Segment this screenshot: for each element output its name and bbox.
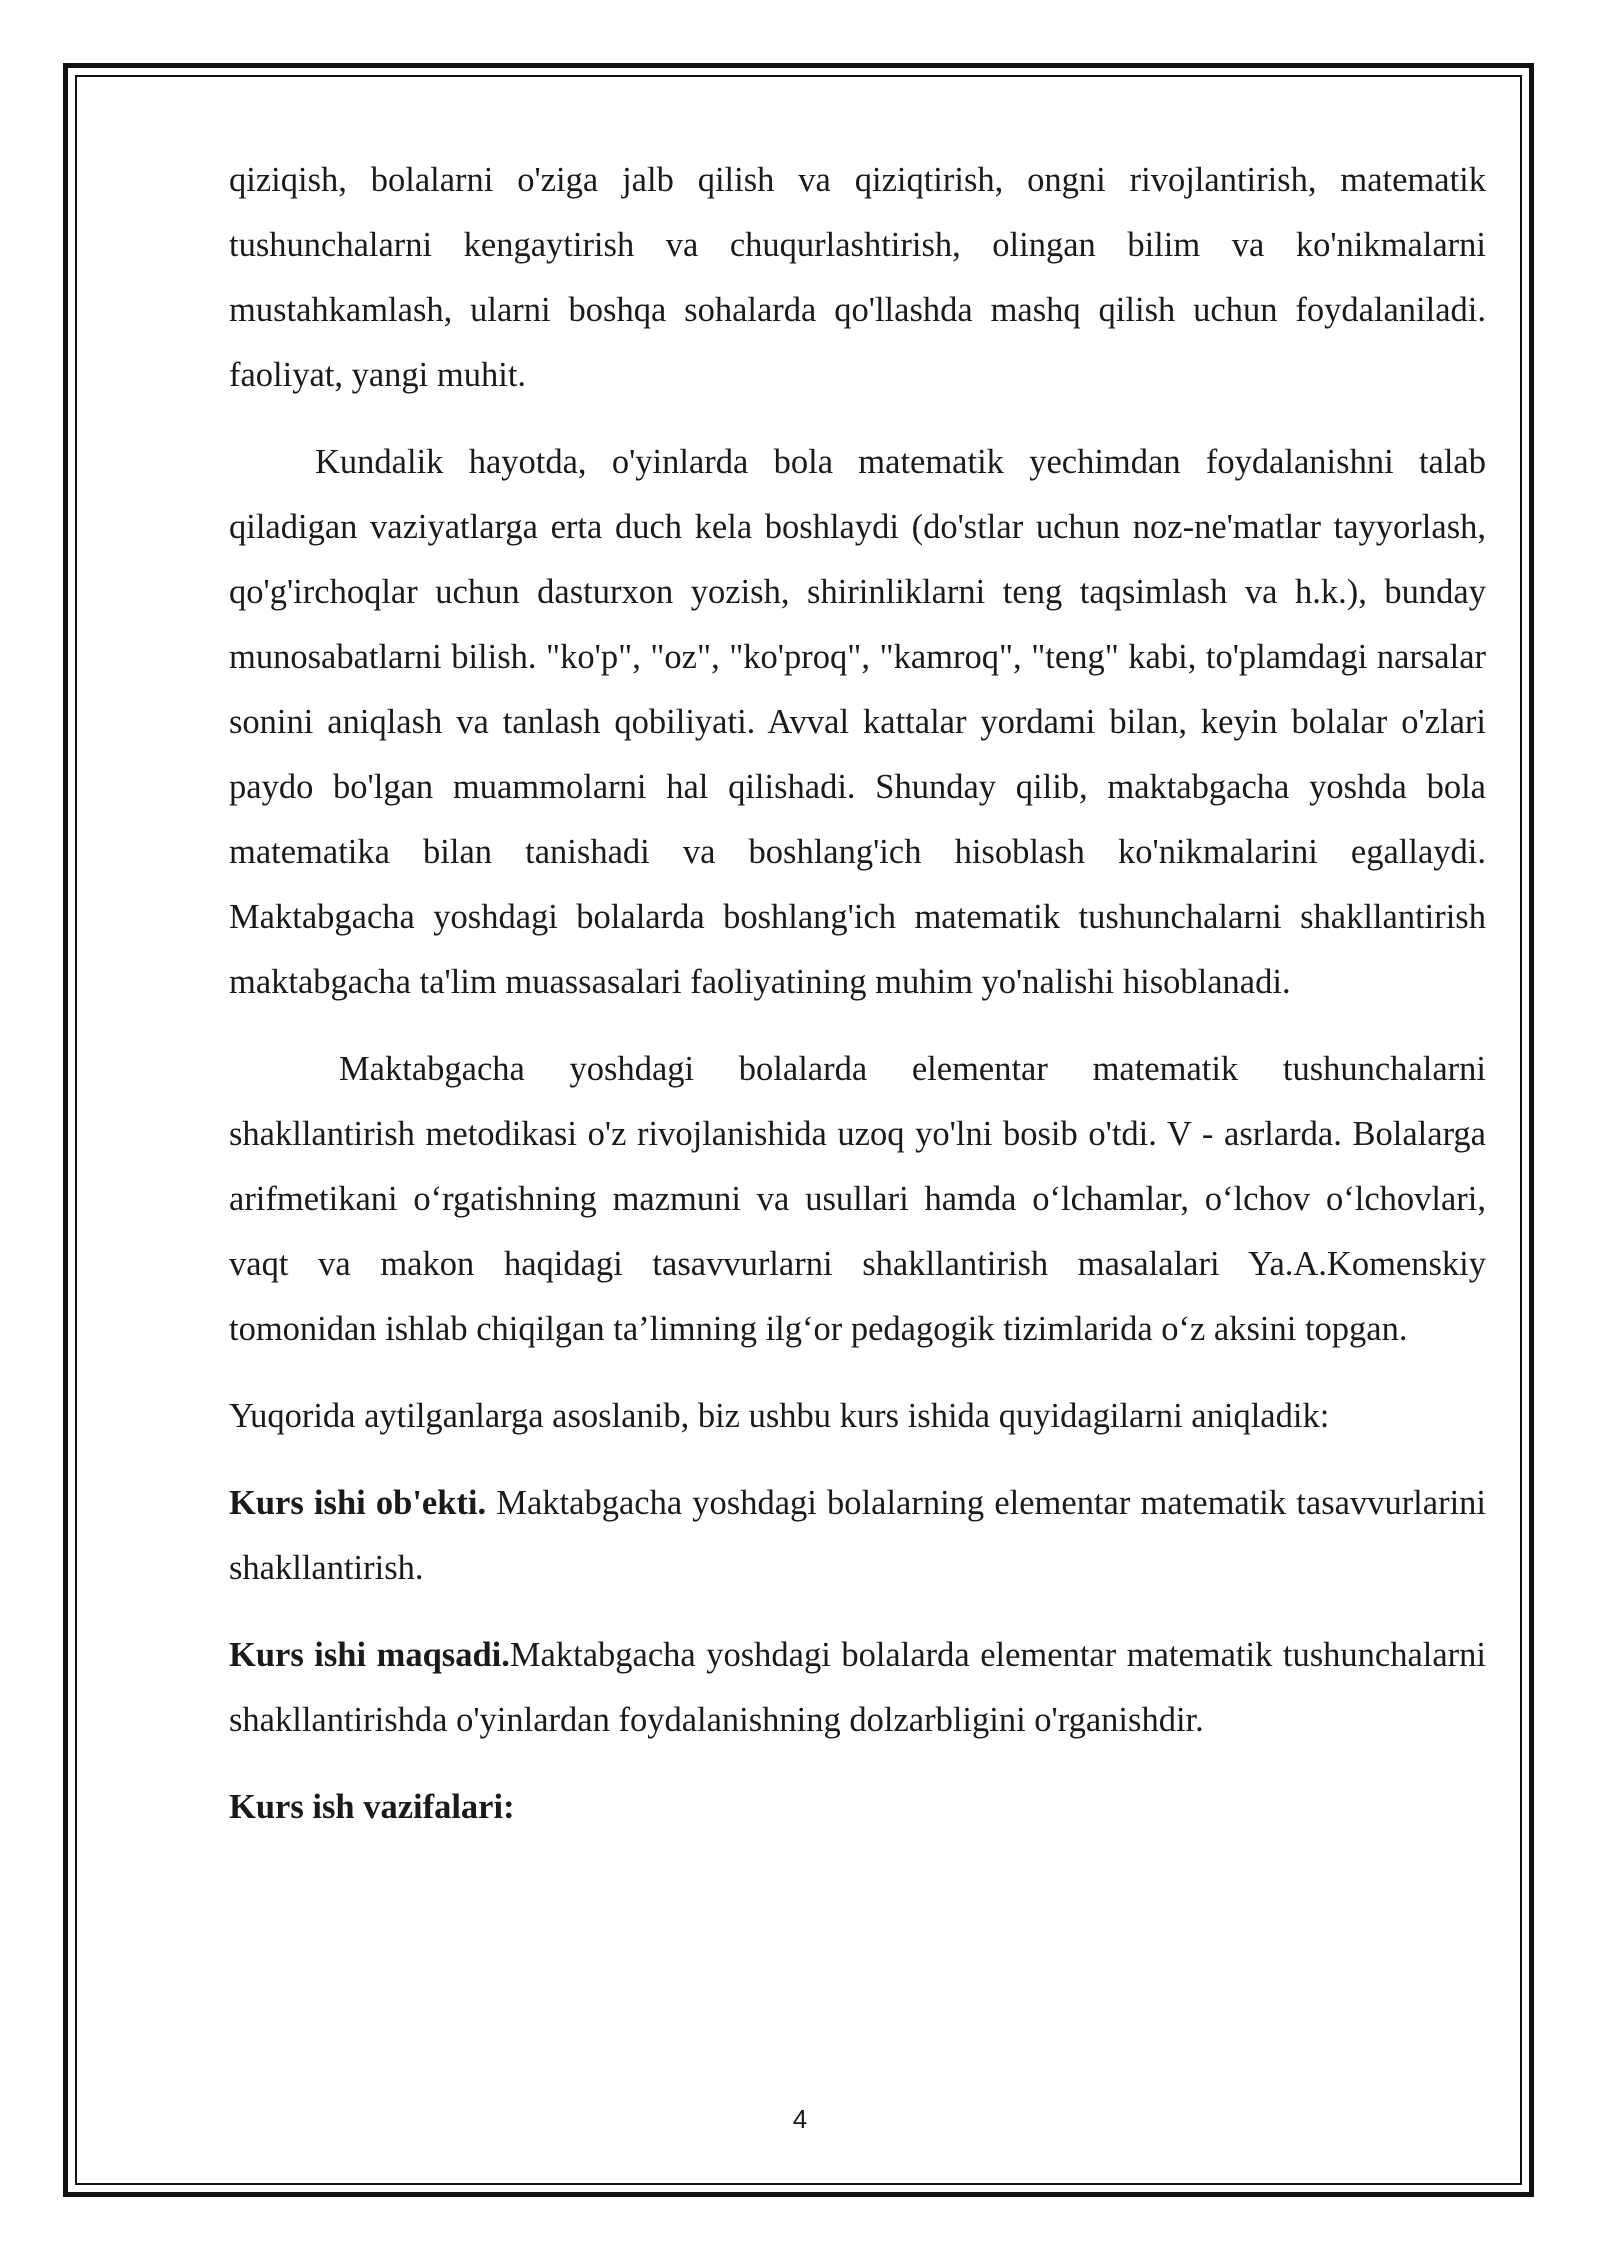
course-tasks-heading: Kurs ish vazifalari:: [229, 1788, 515, 1826]
paragraph-intro-continuation: qiziqish, bolalarni o'ziga jalb qilish va qiziqtirish, ongni rivojlantirish, matematik tushunchalarni kengaytirish va chuqurlashtirish, olingan bilim va ko'nikmalarni mustahkamlash, ularni boshqa sohalarda qo'llashda mashq qilish uchun foydalaniladi. faoliyat, yangi muhit.: [229, 161, 1486, 394]
page-number: 4: [792, 2104, 808, 2134]
paragraph-summary-intro: Yuqorida aytilganlarga asoslanib, biz ushbu kurs ishida quyidagilarni aniqladik:: [229, 1397, 1330, 1435]
course-goal-text: Maktabgacha yoshdagi bolalarda elementar matematik tushunchalarni shakllantirishda o'yinlardan foydalanishning dolzarbligini o'rganishdir.: [229, 1636, 1487, 1739]
paragraph-course-object: [229, 1471, 1486, 1601]
course-object-label: Kurs ishi ob'ekti.: [229, 1484, 487, 1522]
paragraph-course-goal: [229, 1623, 1486, 1753]
course-goal-label: Kurs ishi maqsadi.: [229, 1636, 510, 1674]
document-body: [229, 148, 1486, 1862]
paragraph-daily-life: Kundalik hayotda, o'yinlarda bola matematik yechimdan foydalanishni talab qiladigan vaziyatlarga erta duch kela boshlaydi (do'stlar uchun noz-ne'matlar tayyorlash, qo'g'irchoqlar uchun dasturxon yozish, shirinliklarni teng taqsimlash va h.k.), bunday munosabatlarni bilish. "ko'p", "oz", "ko'proq", "kamroq", "teng" kabi, to'plamdagi narsalar sonini aniqlash va tanlash qobiliyati. Avval kattalar yordami bilan, keyin bolalar o'zlari paydo bo'lgan muammolarni hal qilishadi. Shunday qilib, maktabgacha yoshda bola matematika bilan tanishadi va boshlang'ich hisoblash ko'nikmalarini egallaydi. Maktabgacha yoshdagi bolalarda boshlang'ich matematik tushunchalarni shakllantirish maktabgacha ta'lim muassasalari faoliyatining muhim yo'nalishi hisoblanadi.: [229, 443, 1486, 1001]
paragraph-methodology-history: Maktabgacha yoshdagi bolalarda elementar matematik tushunchalarni shakllantirish metodikasi o'z rivojlanishida uzoq yo'lni bosib o'tdi. V - asrlarda. Bolalarga arifmetikani o‘rgatishning mazmuni va usullari hamda o‘lchamlar, o‘lchov o‘lchovlari, vaqt va makon haqidagi tasavvurlarni shakllantirish masalalari Ya.A.Komenskiy tomonidan ishlab chiqilgan ta’limning ilg‘or pedagogik tizimlarida o‘z aksini topgan.: [229, 1050, 1486, 1348]
paragraph-course-tasks: [229, 1775, 1486, 1840]
course-object-text: Maktabgacha yoshdagi bolalarning elementar matematik tasavvurlarini shakllantirish.: [229, 1484, 1486, 1587]
